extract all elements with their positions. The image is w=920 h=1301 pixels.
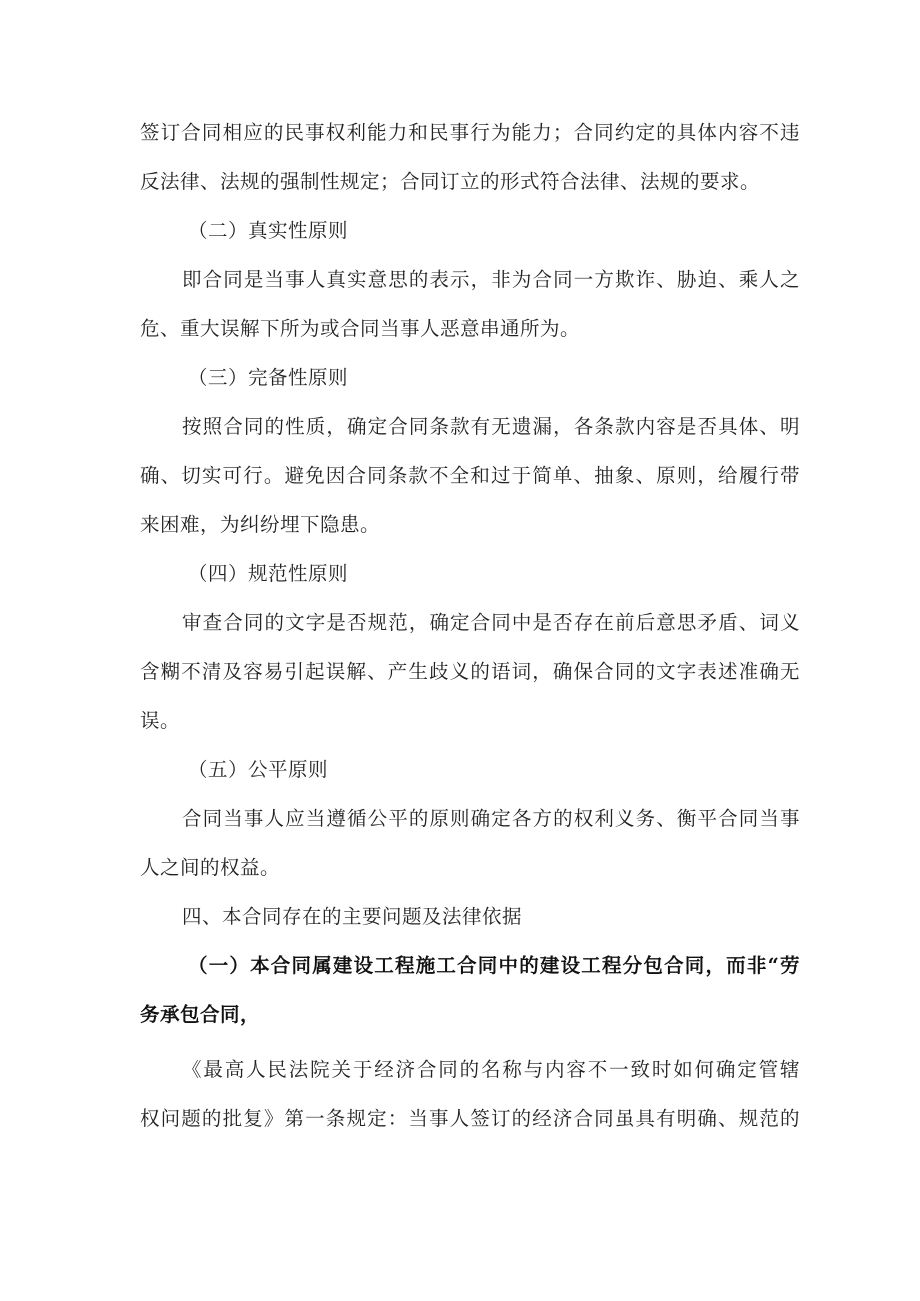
paragraph-line: 反法律、法规的强制性规定；合同订立的形式符合法律、法规的要求。: [140, 170, 761, 193]
paragraph-line: 危、重大误解下所为或合同当事人恶意串通所为。: [140, 317, 581, 340]
paragraph-line: 《最高人民法院关于经济合同的名称与内容不一致时如何确定管辖: [182, 1058, 800, 1081]
section-heading: （五）公平原则: [188, 758, 329, 781]
paragraph-line: 审查合同的文字是否规范，确定合同中是否存在前后意思矛盾、词义: [182, 611, 800, 634]
paragraph-line: 来困难，为纠纷埋下隐患。: [140, 513, 381, 536]
section-heading: （二）真实性原则: [188, 219, 349, 242]
section-heading: （三）完备性原则: [188, 366, 349, 389]
paragraph-line: 误。: [140, 709, 181, 732]
paragraph-line: 签订合同相应的民事权利能力和民事行为能力；合同约定的具体内容不违: [140, 121, 800, 144]
paragraph-line: 按照合同的性质，确定合同条款有无遗漏，各条款内容是否具体、明: [182, 415, 800, 438]
chapter-heading: 四、本合同存在的主要问题及法律依据: [182, 905, 523, 928]
paragraph-line: 权问题的批复》第一条规定：当事人签订的经济合同虽具有明确、规范的: [140, 1107, 800, 1130]
paragraph-line: 含糊不清及容易引起误解、产生歧义的语词，确保合同的文字表述准确无: [140, 660, 800, 683]
paragraph-line: 人之间的权益。: [140, 856, 281, 879]
section-heading: （四）规范性原则: [188, 562, 349, 585]
bold-subheading: 务承包合同，: [140, 1003, 261, 1026]
paragraph-line: 合同当事人应当遵循公平的原则确定各方的权利义务、衡平合同当事: [182, 807, 800, 830]
bold-subheading: （一）本合同属建设工程施工合同中的建设工程分包合同，而非“劳: [188, 954, 800, 977]
paragraph-line: 即合同是当事人真实意思的表示，非为合同一方欺诈、胁迫、乘人之: [182, 268, 800, 291]
paragraph-line: 确、切实可行。避免因合同条款不全和过于简单、抽象、原则，给履行带: [140, 464, 800, 487]
